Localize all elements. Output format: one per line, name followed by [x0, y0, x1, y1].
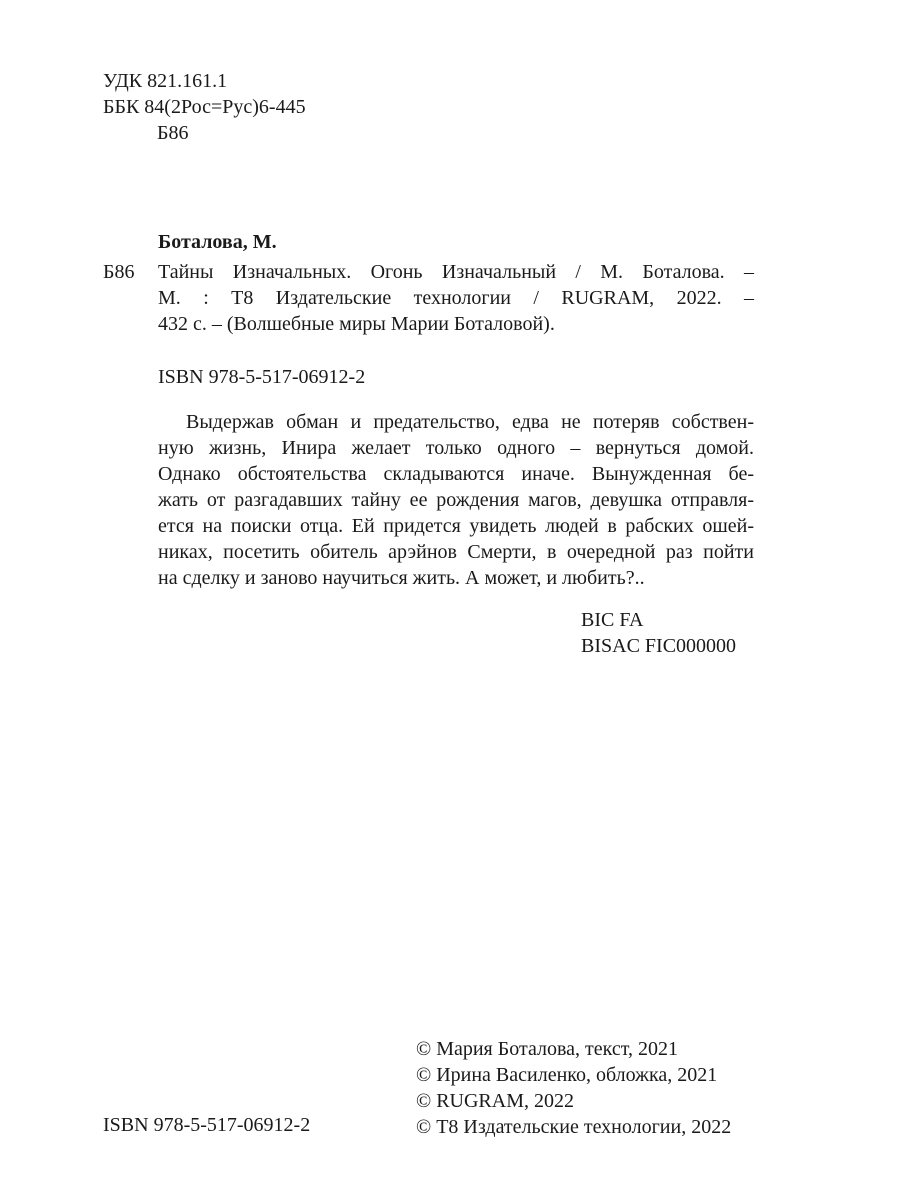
annotation-line: Выдержав обман и предательство, едва не потеряв собствен- — [186, 411, 754, 433]
annotation-line: Однако обстоятельства складываются иначе. Вынужденная бе- — [158, 463, 754, 485]
annotation — [158, 409, 754, 591]
record-line: 432 с. – (Волшебные миры Марии Боталовой). — [158, 313, 555, 335]
classification-block — [103, 68, 306, 146]
annotation-line: жать от разгадавших тайну ее рождения магов, девушка отправля- — [158, 489, 754, 511]
bic-code: BIC FA — [581, 609, 644, 631]
bibliographic-record — [158, 259, 754, 337]
udk-code: УДК 821.161.1 — [103, 70, 228, 92]
record-line: Тайны Изначальных. Огонь Изначальный / М. Боталова. – — [158, 261, 754, 283]
copyright-block — [416, 1036, 731, 1140]
bbk-code: ББК 84(2Рос=Рус)6-445 — [103, 96, 306, 118]
annotation-line: ную жизнь, Инира желает только одного – вернуться домой. — [158, 437, 754, 459]
annotation-line: на сделку и заново научиться жить. А может, и любить?.. — [158, 567, 645, 589]
annotation-line: ется на поиски отца. Ей придется увидеть людей в рабских ошей- — [158, 515, 754, 537]
copyright-line: © Мария Боталова, текст, 2021 — [416, 1038, 679, 1060]
subject-codes — [581, 607, 736, 659]
copyright-line: © Ирина Василенко, обложка, 2021 — [416, 1064, 718, 1086]
copyright-line: © RUGRAM, 2022 — [416, 1090, 574, 1112]
entry-author: Боталова, М. — [158, 231, 277, 253]
entry-author-mark: Б86 — [103, 261, 135, 283]
annotation-line: никах, посетить обитель арэйнов Смерти, в очередной раз пойти — [158, 541, 754, 563]
entry-isbn: ISBN 978-5-517-06912-2 — [158, 366, 366, 388]
bottom-isbn: ISBN 978-5-517-06912-2 — [103, 1114, 311, 1136]
copyright-line: © Т8 Издательские технологии, 2022 — [416, 1116, 732, 1138]
bisac-code: BISAC FIC000000 — [581, 635, 737, 657]
author-mark: Б86 — [157, 122, 189, 144]
record-line: М. : Т8 Издательские технологии / RUGRAM, 2022. – — [158, 287, 754, 309]
